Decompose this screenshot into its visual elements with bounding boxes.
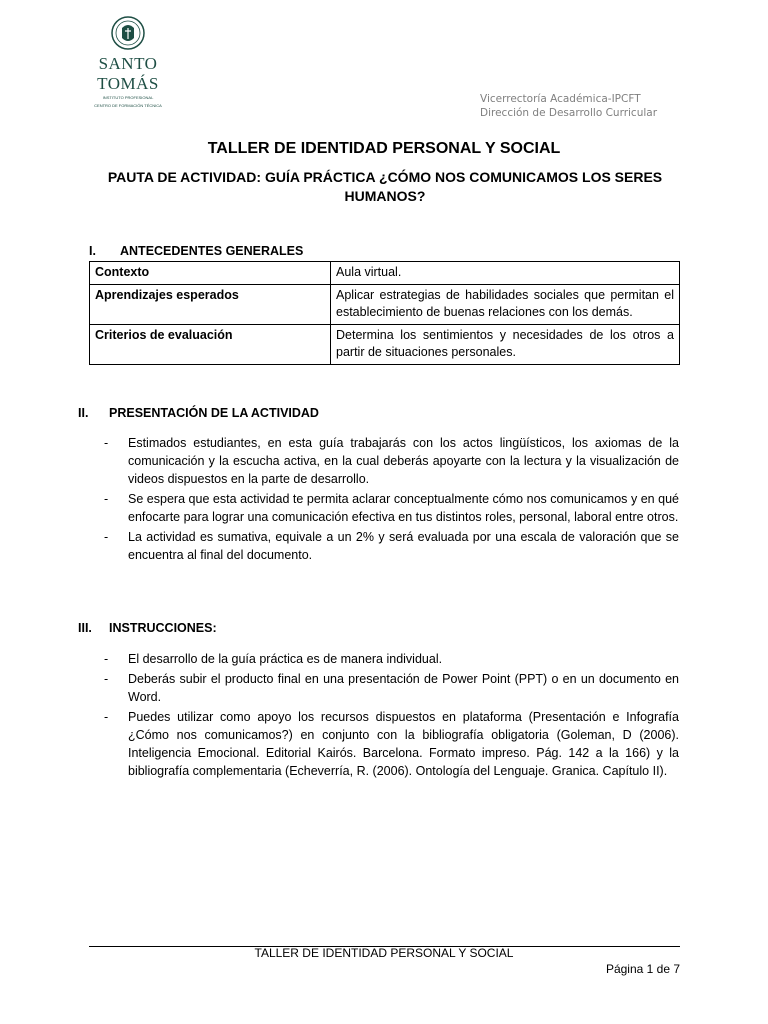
- list-item-text: El desarrollo de la guía práctica es de manera individual.: [128, 652, 443, 666]
- table-key: Contexto: [90, 262, 331, 285]
- table-row: [90, 262, 680, 285]
- list-item: [90, 650, 679, 668]
- bullet-dash: -: [104, 436, 109, 450]
- list-item-text: Estimados estudiantes, en esta guía trabajarás con los actos lingüísticos, los axiomas de la comunicación y la escucha activa, en la cual deberás apoyarte con la lectura y la visualización de videos dispuestos en la parte de desarrollo.: [128, 436, 679, 486]
- list-item: [90, 528, 679, 564]
- section-heading-1: [89, 244, 303, 258]
- table-row: [90, 285, 680, 325]
- general-info-table: [89, 261, 680, 365]
- list-item-text: Se espera que esta actividad te permita aclarar conceptualmente cómo nos comunicamos y en qué enfocarte para lograr una comunicación efectiva en tus distintos roles, personal, laboral entre otros.: [128, 492, 679, 524]
- list-item: [90, 708, 679, 780]
- footer-title: TALLER DE IDENTIDAD PERSONAL Y SOCIAL: [254, 946, 514, 960]
- section-title: ANTECEDENTES GENERALES: [120, 244, 304, 258]
- bullet-dash: -: [104, 652, 109, 666]
- crest-icon: [110, 14, 146, 52]
- presentation-list: [90, 434, 679, 566]
- page-number: Página 1 de 7: [605, 962, 680, 976]
- document-title: TALLER DE IDENTIDAD PERSONAL Y SOCIAL: [207, 140, 561, 157]
- section-heading-2: [78, 406, 319, 420]
- list-item-text: Deberás subir el producto final en una presentación de Power Point (PPT) o en un documento en Word.: [128, 672, 679, 704]
- list-item: [90, 490, 679, 526]
- header-department: [480, 92, 657, 120]
- bullet-dash: -: [104, 672, 109, 686]
- list-item: [90, 434, 679, 488]
- list-item-text: Puedes utilizar como apoyo los recursos dispuestos en plataforma (Presentación e Infografía ¿Cómo nos comunicamos?) en conjunto con la bibliografía obligatoria (Goleman, D (2006). Inteligencia Emocional. Editorial Kairós. Barcelona. Formato impreso. Pág. 142 a la 166) y la bibliografía complementaria (Echeverría, R. (2006). Ontología del Lenguaje. Granica. Capítulo II).: [128, 710, 679, 778]
- bullet-dash: -: [104, 492, 109, 506]
- table-row: [90, 325, 680, 365]
- logo: [92, 14, 164, 108]
- section-number: II.: [78, 406, 89, 420]
- header-line-1: Vicerrectoría Académica-IPCFT: [480, 93, 641, 105]
- section-heading-3: [78, 621, 217, 635]
- document-subtitle: PAUTA DE ACTIVIDAD: GUÍA PRÁCTICA ¿CÓMO NOS COMUNICAMOS LOS SERES HUMANOS?: [107, 169, 663, 204]
- table-key: Criterios de evaluación: [90, 325, 331, 365]
- bullet-dash: -: [104, 530, 109, 544]
- section-number: I.: [89, 244, 96, 258]
- bullet-dash: -: [104, 710, 109, 724]
- logo-name-line-2: TOMÁS: [97, 74, 159, 93]
- list-item-text: La actividad es sumativa, equivale a un 2% y será evaluada por una escala de valoración que se encuentra al final del documento.: [128, 530, 679, 562]
- table-value: Aplicar estrategias de habilidades sociales que permitan el establecimiento de buenas relaciones con los demás.: [331, 285, 680, 325]
- logo-name-line-1: SANTO: [98, 54, 158, 73]
- section-title: PRESENTACIÓN DE LA ACTIVIDAD: [109, 406, 319, 420]
- table-key: Aprendizajes esperados: [90, 285, 331, 325]
- header-line-2: Dirección de Desarrollo Curricular: [480, 107, 658, 119]
- table-value: Determina los sentimientos y necesidades de los otros a partir de situaciones personales.: [331, 325, 680, 365]
- logo-subtitle-2: CENTRO DE FORMACIÓN TÉCNICA: [94, 103, 162, 108]
- section-number: III.: [78, 621, 92, 635]
- list-item: [90, 670, 679, 706]
- instructions-list: [90, 650, 679, 782]
- logo-subtitle-1: INSTITUTO PROFESIONAL: [102, 95, 154, 100]
- table-value: Aula virtual.: [331, 262, 680, 285]
- section-title: INSTRUCCIONES:: [109, 621, 217, 635]
